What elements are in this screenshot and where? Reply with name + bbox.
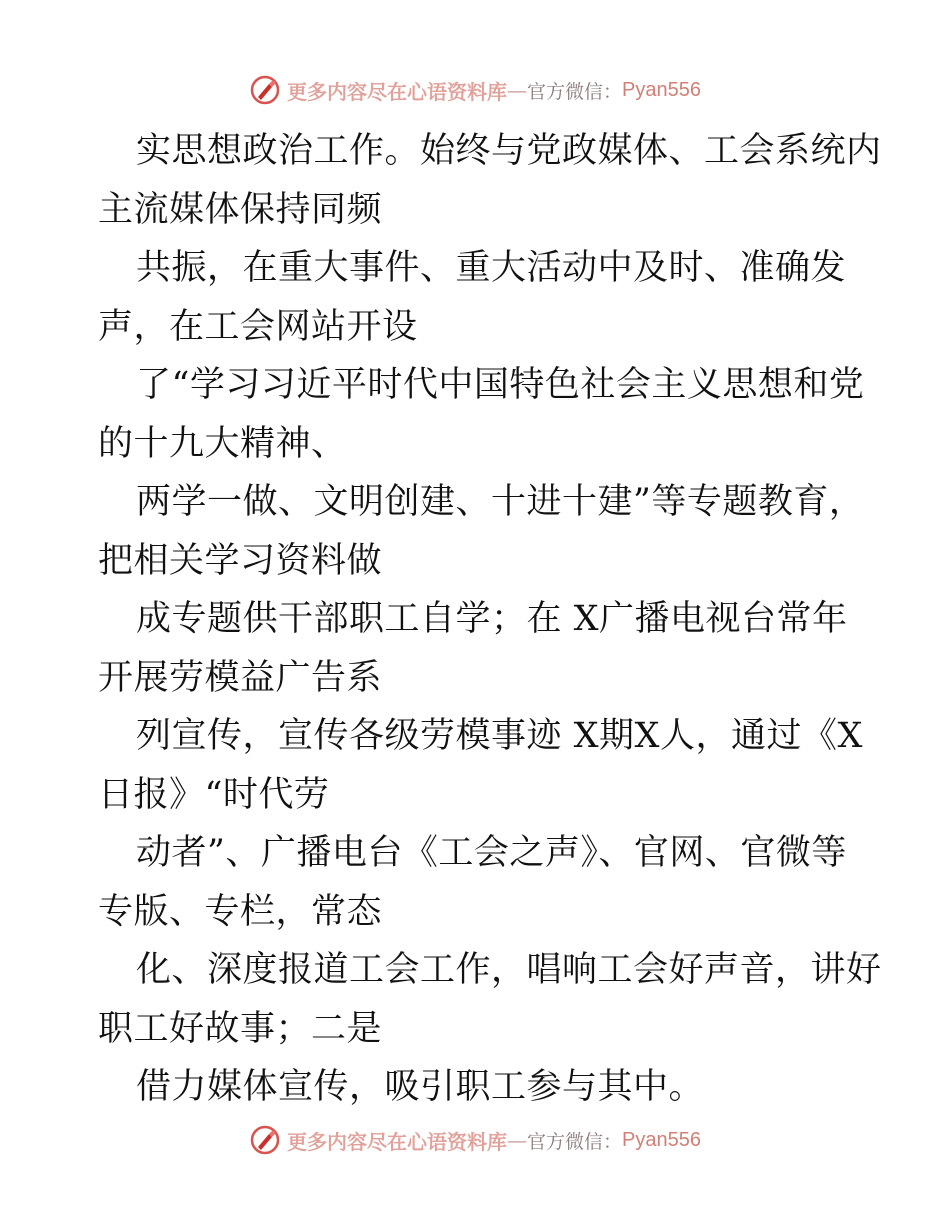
text-line: 专版、专栏，常态 xyxy=(98,891,383,932)
document-body xyxy=(98,122,882,1117)
text-line: 职工好故事；二是 xyxy=(98,1008,383,1049)
watermark-brand: 更多内容尽在心语资料库 xyxy=(287,1129,507,1154)
watermark-brand: 更多内容尽在心语资料库 xyxy=(287,79,507,104)
text-line: 日报》“时代劳 xyxy=(98,774,330,815)
watermark-wechat-id: Pyan556 xyxy=(622,1128,701,1151)
text-line: 开展劳模益广告系 xyxy=(98,657,383,698)
watermark-label: 官方微信： xyxy=(527,1130,623,1153)
text-line: 实思想政治工作。始终与党政媒体、工会系统内 xyxy=(136,131,882,171)
text-line: 把相关学习资料做 xyxy=(98,540,383,581)
pen-logo-icon xyxy=(249,74,281,106)
text-line: 化、深度报道工会工作，唱响工会好声音，讲好 xyxy=(136,950,882,990)
text-line: 主流媒体保持同频 xyxy=(98,189,383,230)
text-line: 列宣传，宣传各级劳模事迹 X期X人，通过《X xyxy=(136,716,863,756)
text-line: 成专题供干部职工自学；在 X广播电视台常年 xyxy=(136,599,848,639)
text-line: 共振，在重大事件、重大活动中及时、准确发 xyxy=(136,248,847,288)
pen-logo-icon xyxy=(249,1124,281,1156)
text-line: 动者”、广播电台《工会之声》、官网、官微等 xyxy=(136,833,847,873)
watermark-label: 官方微信： xyxy=(527,80,623,103)
watermark-wechat-id: Pyan556 xyxy=(622,78,701,101)
text-line: 借力媒体宣传，吸引职工参与其中。 xyxy=(136,1067,705,1107)
text-line: 声，在工会网站开设 xyxy=(98,306,418,347)
text-line: 了“学习习近平时代中国特色社会主义思想和党 xyxy=(136,365,865,405)
header-watermark xyxy=(0,72,950,108)
watermark-separator: — xyxy=(507,1128,527,1152)
watermark-separator: — xyxy=(507,78,527,102)
text-line: 的十九大精神、 xyxy=(98,423,347,464)
text-line: 两学一做、文明创建、十进十建”等专题教育， xyxy=(136,482,865,522)
footer-watermark xyxy=(0,1122,950,1158)
